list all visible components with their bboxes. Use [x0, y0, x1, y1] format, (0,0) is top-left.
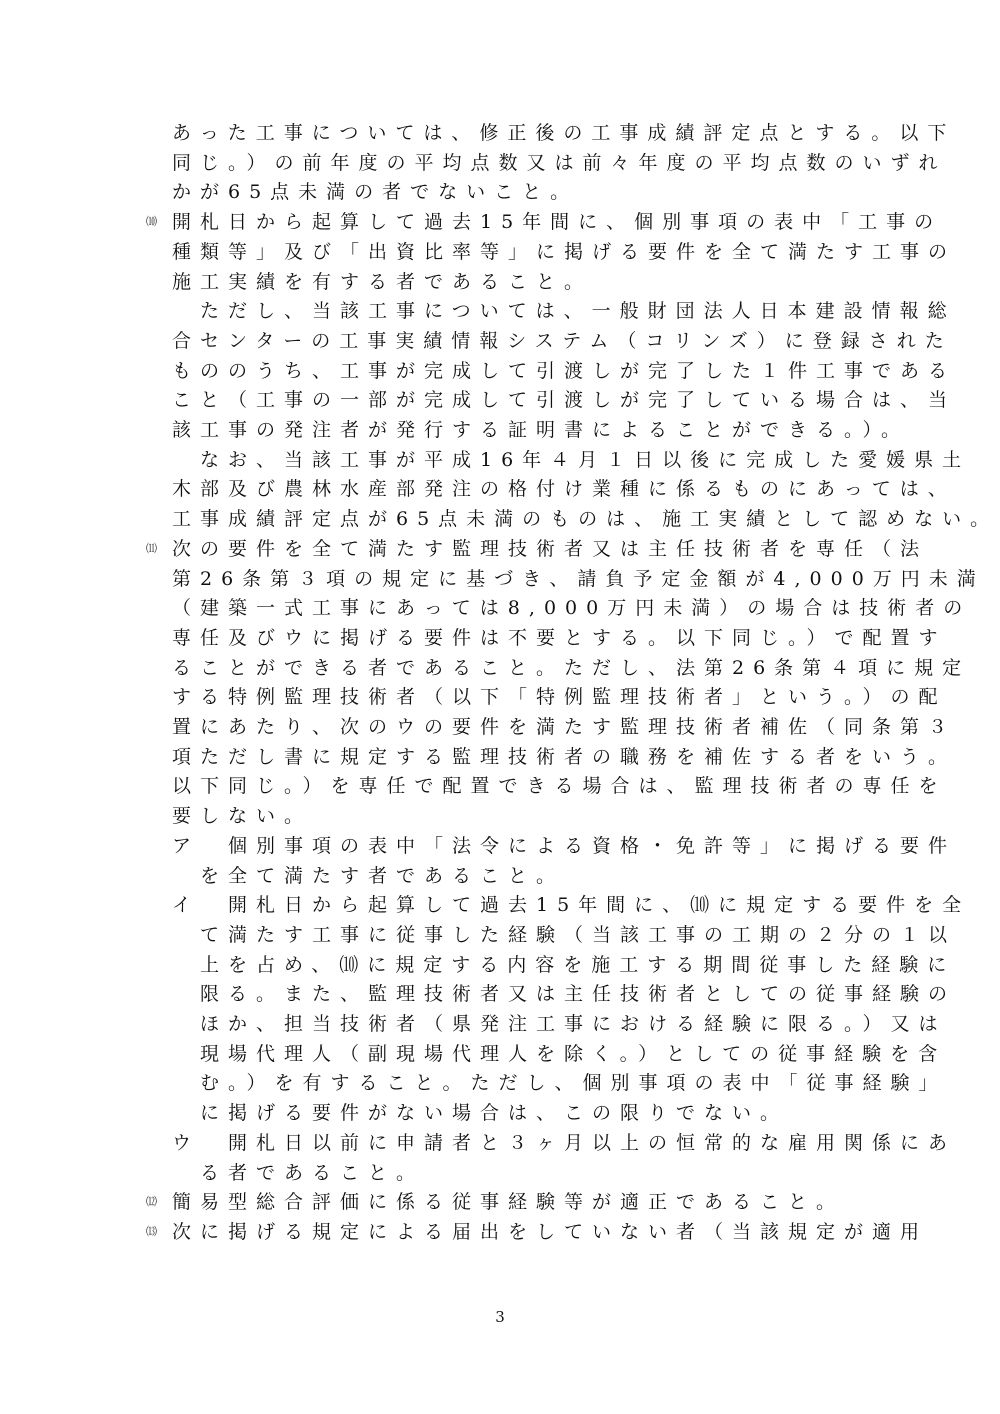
text-line: ア 個別事項の表中「法令による資格・免許等」に掲げる要件	[172, 835, 957, 857]
text-line: 木部及び農林水産部発注の格付け業種に係るものにあっては、	[172, 478, 956, 500]
text-line: 合センターの工事実績情報システム（コリンズ）に登録された	[172, 330, 953, 352]
text-line: 同じ。）の前年度の平均点数又は前々年度の平均点数のいずれ	[172, 152, 947, 174]
item-number: ⑽	[146, 215, 157, 228]
text-line: 現場代理人（副現場代理人を除く。）としての従事経験を含	[172, 1043, 947, 1065]
text-line: 以下同じ。）を専任で配置できる場合は、監理技術者の専任を	[172, 775, 947, 797]
page-number: 3	[495, 1308, 505, 1326]
text-line: 施工実績を有する者であること。	[172, 271, 593, 293]
text-line: 項ただし書に規定する監理技術者の職務を補佐する者をいう。	[172, 746, 957, 768]
text-line: する特例監理技術者（以下「特例監理技術者」という。）の配	[172, 686, 947, 708]
text-line: かが65点未満の者でないこと。	[172, 181, 579, 203]
text-line: を全て満たす者であること。	[172, 865, 565, 887]
text-line: もののうち、工事が完成して引渡しが完了した１件工事である	[172, 360, 957, 382]
text-line: 専任及びウに掲げる要件は不要とする。以下同じ。）で配置す	[172, 627, 947, 649]
item-number: ⑾	[146, 542, 157, 555]
text-line: 次に掲げる規定による届出をしていない者（当該規定が適用	[172, 1221, 929, 1243]
text-line: に掲げる要件がない場合は、この限りでない。	[172, 1102, 789, 1124]
text-line: 上を占め、⑽に規定する内容を施工する期間従事した経験に	[172, 954, 956, 976]
item-number: ⑿	[146, 1195, 157, 1208]
text-line: る者であること。	[172, 1162, 425, 1184]
text-line: イ 開札日から起算して過去15年間に、⑽に規定する要件を全	[172, 894, 971, 916]
text-line: こと（工事の一部が完成して引渡しが完了している場合は、当	[172, 389, 957, 411]
text-line: ることができる者であること。ただし、法第26条第４項に規定	[172, 657, 971, 679]
text-line: あった工事については、修正後の工事成績評定点とする。以下	[172, 122, 956, 144]
text-line: 置にあたり、次のウの要件を満たす監理技術者補佐（同条第３	[172, 716, 957, 738]
text-line: 第26条第３項の規定に基づき、請負予定金額が4,000万円未満	[172, 568, 985, 590]
item-number: ⒀	[146, 1225, 157, 1238]
text-line: て満たす工事に従事した経験（当該工事の工期の２分の１以	[172, 924, 957, 946]
text-line: 種類等」及び「出資比率等」に掲げる要件を全て満たす工事の	[172, 241, 957, 263]
text-line: 限る。また、監理技術者又は主任技術者としての従事経験の	[172, 983, 957, 1005]
text-line: ウ 開札日以前に申請者と３ヶ月以上の恒常的な雇用関係にあ	[172, 1132, 957, 1154]
text-line: 開札日から起算して過去15年間に、個別事項の表中「工事の	[172, 211, 943, 233]
text-line: む。）を有すること。ただし、個別事項の表中「従事経験」	[172, 1072, 947, 1094]
text-line: 要しない。	[172, 805, 313, 827]
text-line: ほか、担当技術者（県発注工事における経験に限る。）又は	[172, 1013, 947, 1035]
text-line: 簡易型総合評価に係る従事経験等が適正であること。	[172, 1191, 845, 1213]
text-line: 次の要件を全て満たす監理技術者又は主任技術者を専任（法	[172, 538, 929, 560]
text-line: ただし、当該工事については、一般財団法人日本建設情報総	[172, 300, 956, 322]
text-line: なお、当該工事が平成16年４月１日以後に完成した愛媛県土	[172, 449, 971, 471]
text-line: （建築一式工事にあっては8,000万円未満）の場合は技術者の	[172, 597, 972, 619]
text-line: 該工事の発注者が発行する証明書によることができる。）。	[172, 419, 910, 441]
text-line: 工事成績評定点が65点未満のものは、施工実績として認めない。	[172, 508, 999, 530]
